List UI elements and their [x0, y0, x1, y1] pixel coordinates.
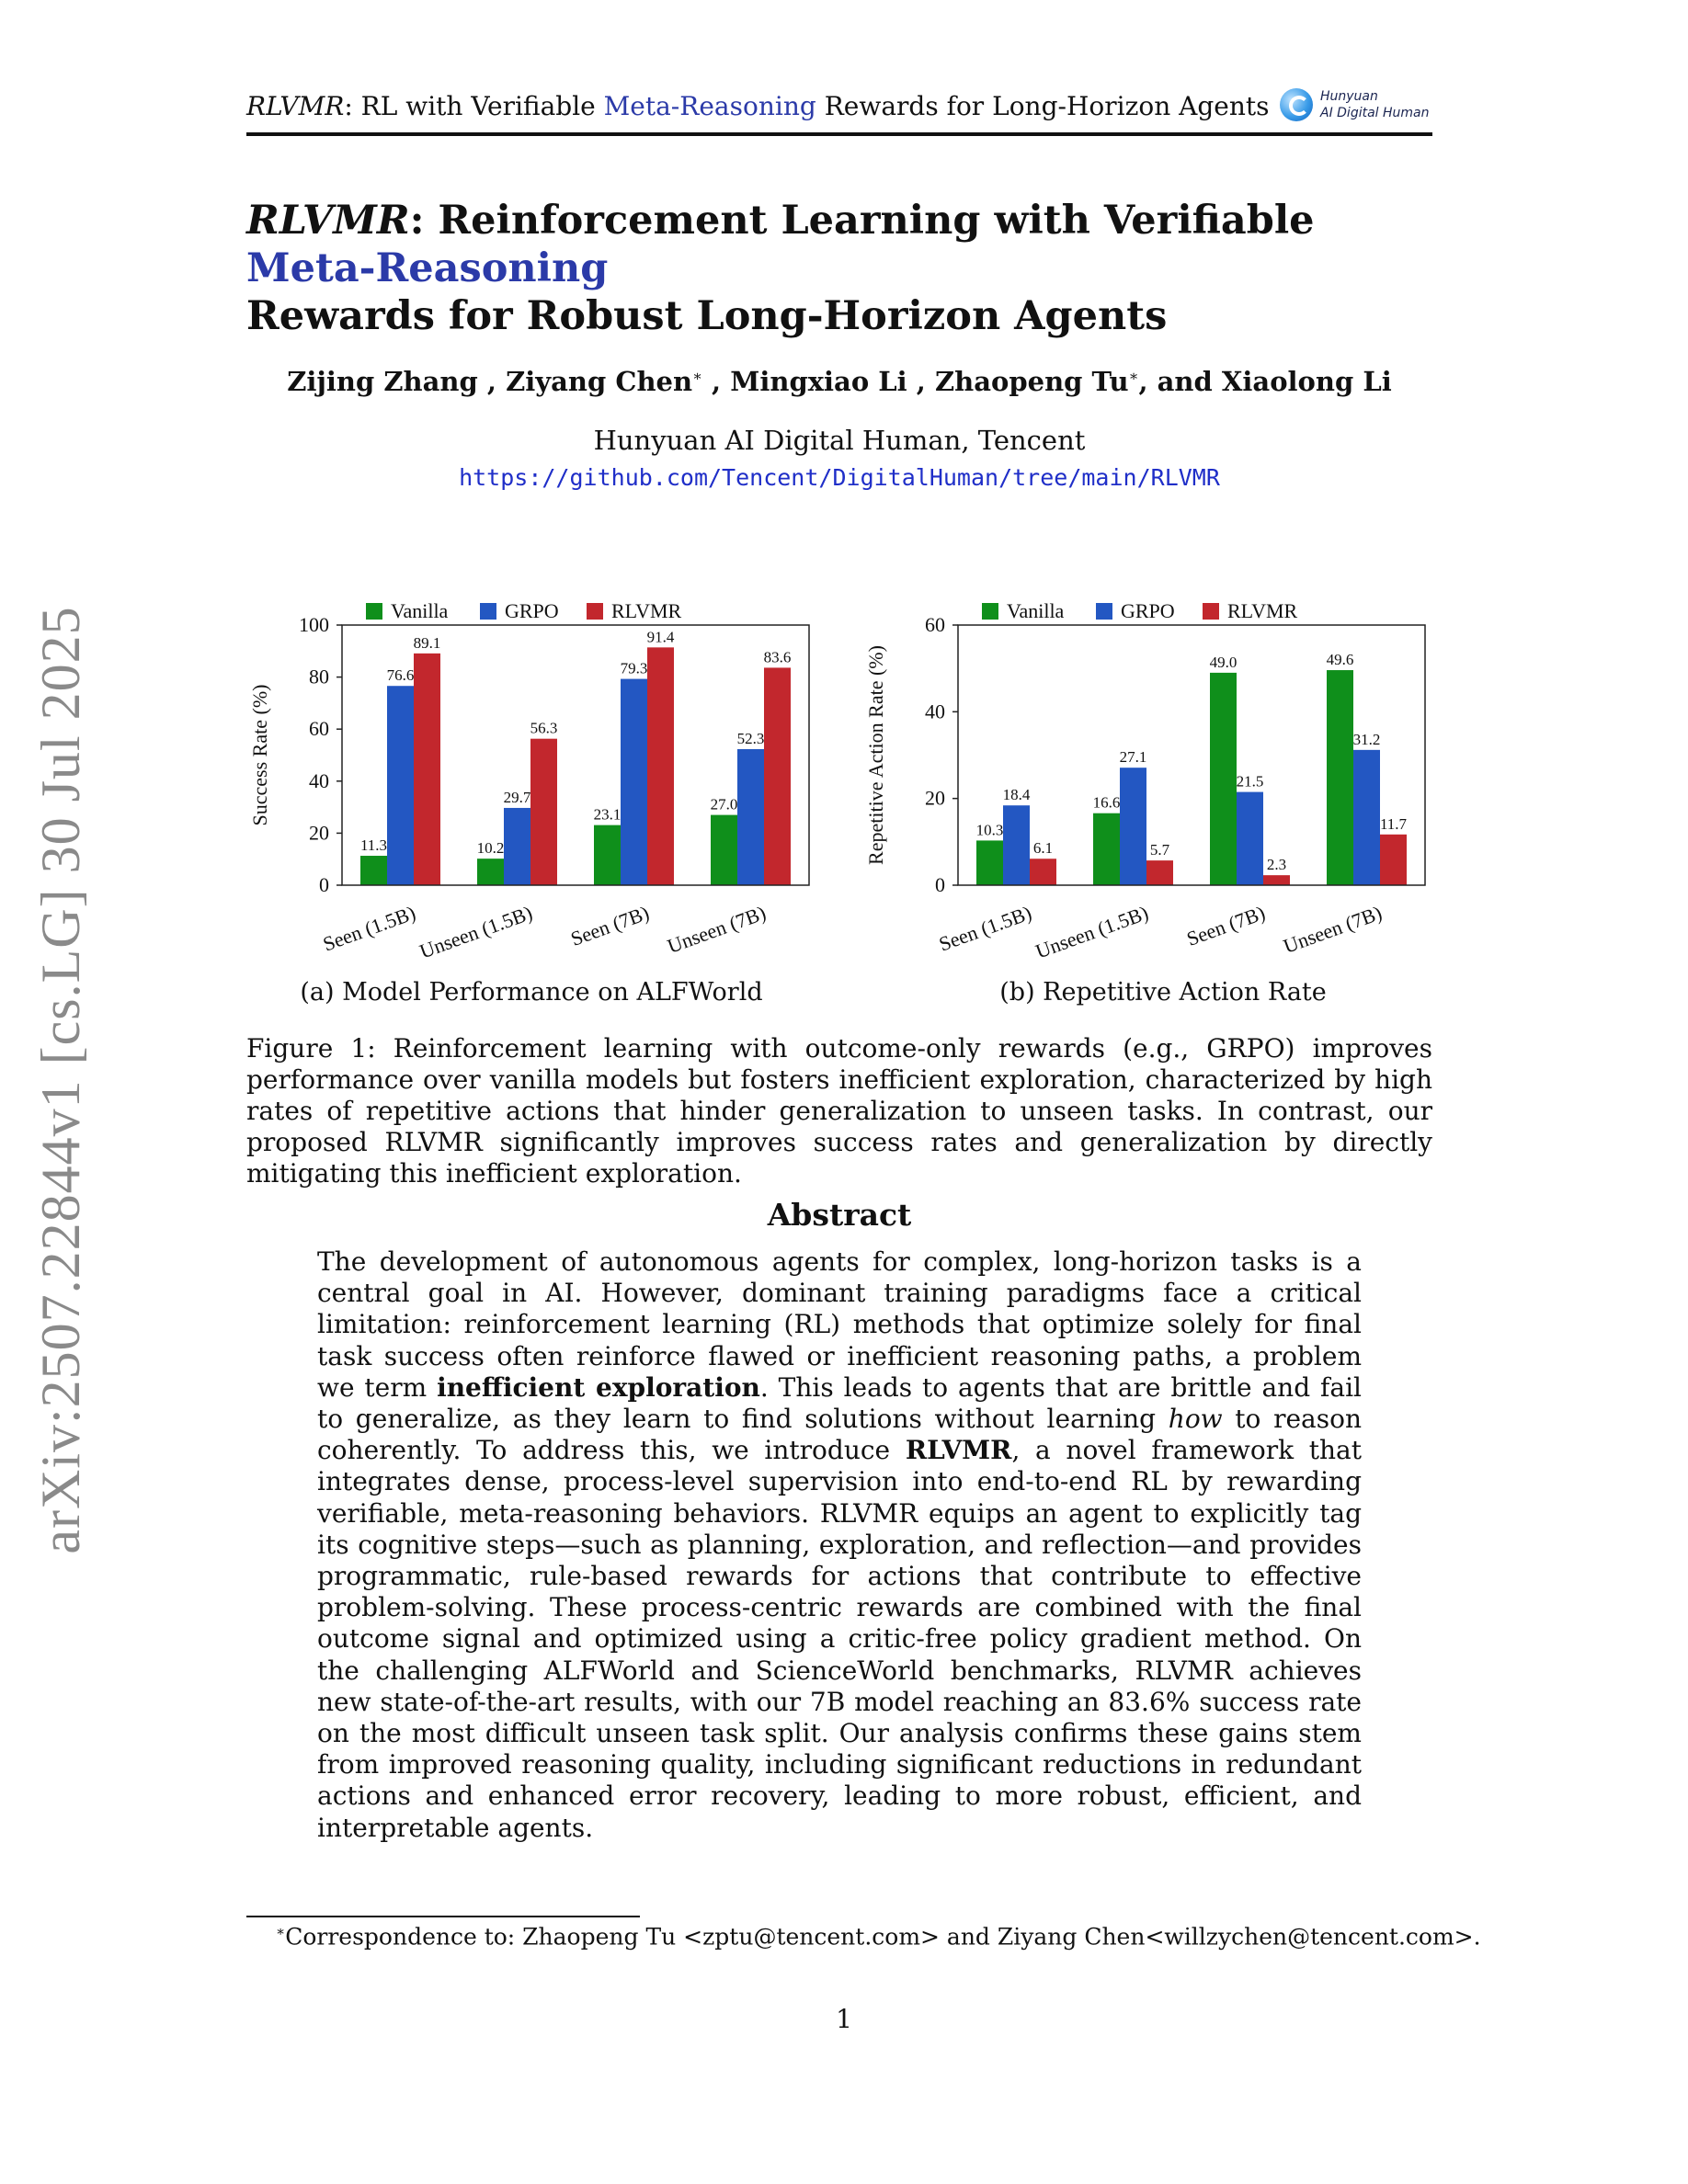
y-tick-label: 60: [309, 717, 329, 741]
hunyuan-logo: [1280, 88, 1432, 125]
bar-value-label: 83.6: [763, 648, 792, 666]
y-tick-label: 40: [925, 700, 945, 723]
title-text-a: : Reinforcement Learning with Verifiable: [409, 198, 1315, 244]
author-separator: ,: [701, 366, 731, 397]
y-tick-label: 0: [319, 873, 329, 896]
y-axis-label: Repetitive Action Rate (%): [864, 645, 887, 865]
x-tick-label: Seen (7B): [1183, 901, 1269, 950]
bar: [1030, 859, 1056, 885]
y-tick-label: 20: [925, 786, 945, 810]
legend-label: GRPO: [1121, 599, 1175, 622]
running-header: [246, 90, 1432, 123]
legend-label: GRPO: [505, 599, 559, 622]
bar-value-label: 49.6: [1326, 651, 1354, 669]
paper-title: [246, 197, 1442, 340]
bar-value-label: 29.7: [503, 788, 531, 806]
bar-value-label: 76.6: [386, 666, 415, 685]
abstract-emphasis: RLVMR: [905, 1435, 1012, 1466]
x-tick-label: Unseen (7B): [664, 901, 770, 958]
bar: [1146, 860, 1173, 885]
title-line-2: Rewards for Robust Long-Horizon Agents: [246, 293, 1168, 339]
bar: [414, 654, 440, 885]
bar: [1263, 875, 1290, 885]
logo-line-2: AI Digital Human: [1320, 106, 1430, 120]
bar: [647, 647, 674, 885]
legend-swatch: [1203, 603, 1219, 620]
footnote-text: Correspondence to: Zhaopeng Tu <zptu@tencent.com> and Ziyang Chen<willzychen@tencent.com>.: [285, 1923, 1481, 1951]
author-name: Ziyang Chen: [506, 366, 693, 397]
hunyuan-logo-icon: [1280, 88, 1313, 121]
author-list: [246, 366, 1432, 397]
bar: [477, 859, 504, 885]
author-separator: , and: [1138, 366, 1222, 397]
bar-value-label: 91.4: [646, 628, 675, 646]
bar-value-label: 52.3: [736, 729, 765, 747]
legend-label: Vanilla: [1007, 599, 1065, 622]
bar: [530, 739, 557, 885]
footnote-rule: [246, 1916, 640, 1917]
bar-value-label: 16.6: [1092, 793, 1121, 812]
running-header-text-a: : RL with Verifiable: [344, 91, 604, 121]
legend-label: RLVMR: [1227, 599, 1298, 622]
bar: [976, 840, 1003, 885]
abstract-text: to reason coherently. To address this, we introduce: [317, 1404, 1362, 1466]
y-axis-label: Success Rate (%): [248, 684, 271, 826]
subcaption-b: (b) Repetitive Action Rate: [999, 978, 1327, 1007]
x-tick-label: Seen (1.5B): [319, 901, 419, 956]
author-name: Xiaolong Li: [1221, 366, 1392, 397]
bar: [1120, 768, 1146, 885]
bar-value-label: 18.4: [1002, 786, 1031, 804]
abstract-text: . This leads to agents that are brittle and fail to generalize, as they learn to find solutions without learning: [317, 1371, 1362, 1435]
header-rule: [246, 132, 1432, 136]
legend-swatch: [587, 603, 603, 620]
abstract-text: , a novel framework that integrates dense, process-level supervision into end-to-end RL by rewarding verifiable, meta-reasoning behaviors. RLVMR equips an agent to explicitly tag its cognitive steps—such as planning, exploration, and reflection—and provides programmatic, rule-based rewards for actions that contribute to effective problem-solving. These process-centric rewards are combined with the final outcome signal and optimized using a critic-free policy gradient method. On the challenging ALFWorld and ScienceWorld benchmarks, RLVMR achieves new state-of-the-art results, with our 7B model reaching an 83.6% success rate on the most difficult unseen task split. Our analysis confirms these gains stem from improved reasoning quality, including significant reductions in redundant actions and enhanced error recovery, leading to more robust, efficient, and interpretable agents.: [317, 1435, 1362, 1843]
bar: [360, 856, 387, 885]
code-link[interactable]: https://github.com/Tencent/DigitalHuman/tree/main/RLVMR: [459, 464, 1220, 491]
title-highlight: Meta-Reasoning: [246, 245, 609, 291]
bar: [1327, 670, 1353, 885]
abstract-heading: Abstract: [767, 1197, 912, 1233]
x-tick-label: Seen (1.5B): [935, 901, 1035, 956]
bar-value-label: 89.1: [413, 633, 441, 652]
repetitive-action-chart: [855, 588, 1443, 1011]
abstract-emphasis: inefficient exploration: [437, 1371, 760, 1403]
y-tick-label: 40: [309, 768, 329, 792]
title-acronym: RLVMR: [246, 198, 410, 244]
running-header-highlight: Meta-Reasoning: [603, 91, 816, 121]
y-tick-label: 60: [925, 613, 945, 636]
arxiv-side-stamp: arXiv:2507.22844v1 [cs.LG] 30 Jul 2025: [30, 606, 91, 1554]
abstract-italic: how: [1168, 1404, 1223, 1435]
bar-value-label: 27.0: [710, 795, 738, 813]
bar: [1210, 673, 1237, 885]
x-tick-label: Unseen (1.5B): [416, 901, 536, 963]
bar: [504, 808, 530, 885]
running-header-text-b: Rewards for Long-Horizon Agents: [815, 91, 1270, 121]
bar: [1237, 792, 1263, 885]
corresponding-mark: ∗: [1128, 367, 1139, 385]
bar-value-label: 31.2: [1352, 730, 1381, 748]
footnote-mark: ∗: [276, 1923, 286, 1939]
bar: [387, 686, 414, 885]
bar-value-label: 27.1: [1119, 748, 1147, 767]
y-tick-label: 20: [309, 821, 329, 845]
bar: [764, 667, 791, 885]
figure-caption: Figure 1: Reinforcement learning with outcome-only rewards (e.g., GRPO) improves performance over vanilla models but fosters inefficient exploration, characterized by high rates of repetitive actions that hinder generalization to unseen tasks. In contrast, our proposed RLVMR significantly improves success rates and generalization by directly mitigating this inefficient exploration.: [246, 1033, 1432, 1189]
bar: [621, 679, 647, 885]
page-number: 1: [836, 2004, 852, 2034]
subcaption-a: (a) Model Performance on ALFWorld: [300, 978, 763, 1007]
x-tick-label: Unseen (7B): [1280, 901, 1386, 958]
hunyuan-logo-text: [1320, 88, 1430, 121]
running-header-acronym: RLVMR: [246, 91, 345, 121]
logo-line-1: Hunyuan: [1320, 89, 1378, 104]
bar-value-label: 10.2: [476, 839, 505, 858]
bar: [594, 825, 621, 885]
legend-swatch: [1096, 603, 1112, 620]
bar-value-label: 21.5: [1236, 772, 1264, 791]
x-tick-label: Unseen (1.5B): [1032, 901, 1152, 963]
bar-value-label: 49.0: [1209, 653, 1237, 671]
footnote: [276, 1923, 1481, 1951]
bar-value-label: 11.7: [1379, 814, 1408, 833]
legend-swatch: [982, 603, 998, 620]
bar: [1380, 835, 1407, 885]
legend-swatch: [366, 603, 382, 620]
bar: [711, 815, 737, 885]
y-tick-label: 80: [309, 665, 329, 688]
bar-value-label: 56.3: [530, 719, 558, 737]
bar: [1093, 813, 1120, 885]
author-name: Zijing Zhang: [287, 366, 478, 397]
author-name: Zhaopeng Tu: [934, 366, 1129, 397]
bar-value-label: 11.3: [359, 836, 388, 855]
abstract-body: [317, 1246, 1362, 1844]
bar: [737, 749, 764, 885]
abstract-text: The development of autonomous agents for complex, long-horizon tasks is a central goal in AI. However, dominant training paradigms face a critical limitation: reinforcement learning (RL) methods that optimize solely for final task success often reinforce flawed or inefficient reasoning paths, a problem we term: [317, 1246, 1362, 1403]
author-separator: ,: [907, 366, 935, 397]
bar-value-label: 79.3: [620, 659, 648, 677]
x-tick-label: Seen (7B): [567, 901, 653, 950]
bar-value-label: 2.3: [1266, 856, 1287, 874]
success-rate-chart: [239, 588, 827, 1011]
y-tick-label: 100: [299, 613, 329, 636]
author-separator: ,: [477, 366, 507, 397]
bar-value-label: 6.1: [1032, 839, 1054, 858]
bar: [1353, 750, 1380, 885]
corresponding-mark: ∗: [692, 367, 702, 385]
y-tick-label: 0: [935, 873, 945, 896]
author-name: Mingxiao Li: [730, 366, 907, 397]
legend-label: Vanilla: [391, 599, 449, 622]
bar-value-label: 10.3: [975, 821, 1004, 839]
legend-swatch: [480, 603, 496, 620]
bar: [1003, 805, 1030, 885]
legend-label: RLVMR: [611, 599, 682, 622]
bar-value-label: 23.1: [593, 805, 622, 824]
affiliation: Hunyuan AI Digital Human, Tencent: [593, 425, 1086, 456]
bar-value-label: 5.7: [1149, 841, 1170, 859]
